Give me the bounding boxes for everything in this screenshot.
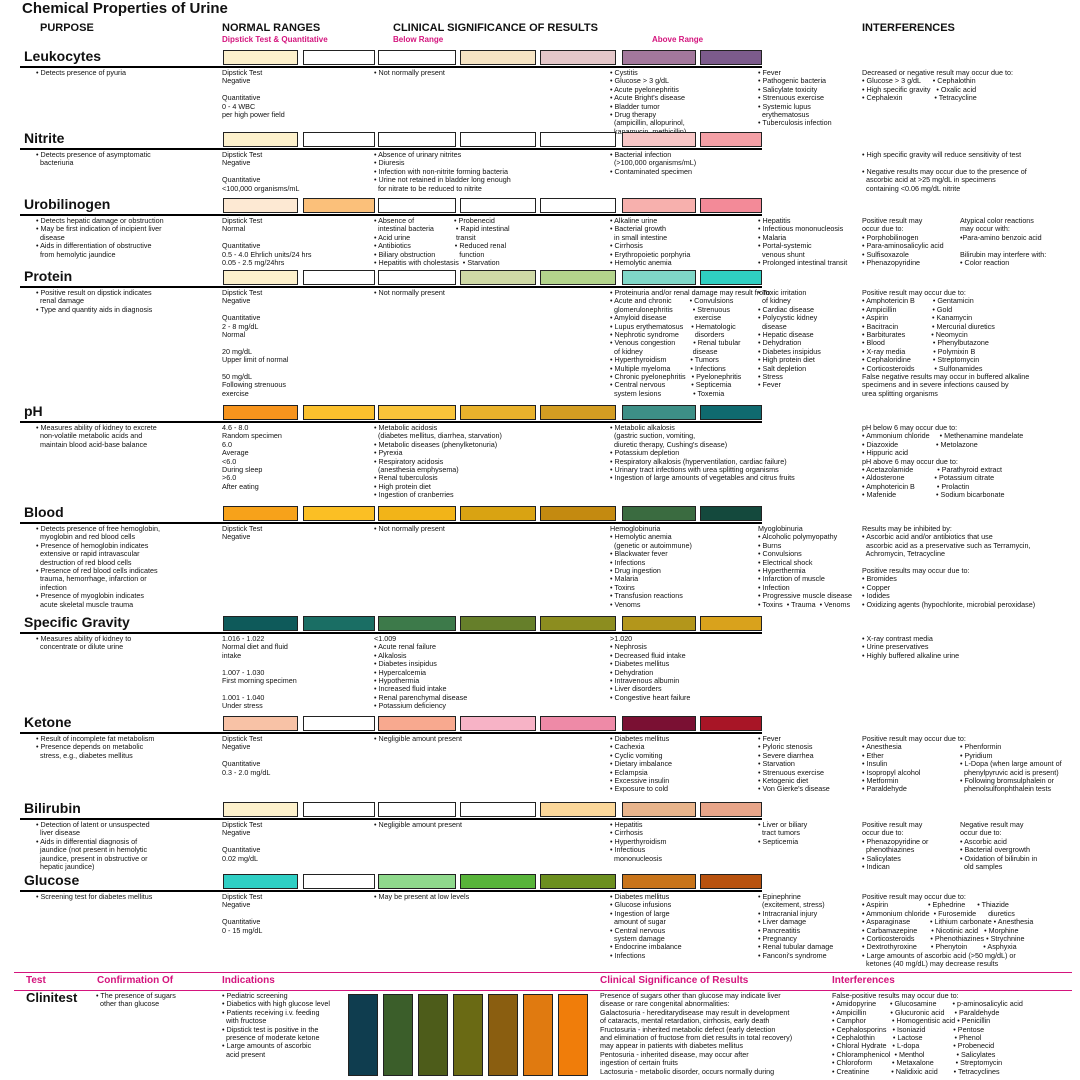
color-swatches [20,800,762,818]
above-range-text: • Alkaline urine • Bacterial growth in small intestine • Cirrhosis • Erythropoietic porphyria • Hemolytic anemia [610,216,691,268]
above-range-label: Above Range [652,35,704,44]
above-range-text: • Metabolic alkalosis (gastric suction, vomiting, diuretic therapy, Cushing's disease) • Potassium depletion • Respiratory alkalosis (hyperventilation, cardiac failure) • Urinary tract infections with urea splitting organisms • Ingestion of large amounts of vegetables and citrus fruits [610,423,795,483]
clinitest-test-header: Test [26,975,46,986]
section-name: Blood [24,504,64,520]
clinitest-confirmation-header: Confirmation Of [97,975,174,986]
section-name: Protein [24,268,73,284]
color-swatch [223,616,298,631]
interferences-text: Decreased or negative result may occur due to: • Glucose > 3 g/dL • Cephalothin • High specific gravity • Oxalic acid • Cephalexin • Tetracycline [862,68,1014,103]
normal-ranges-text: Dipstick Test Negative Quantitative <100,000 organisms/mL [222,150,300,193]
color-swatch [622,716,696,731]
color-swatch [540,50,616,65]
color-swatch [540,874,616,889]
color-swatch [223,506,298,521]
color-swatch [460,802,536,817]
color-swatch [700,198,762,213]
section-name: Ketone [24,714,72,730]
color-swatch [223,270,298,285]
color-swatch [460,50,536,65]
interferences-text: • X-ray contrast media • Urine preservatives • Highly buffered alkaline urine [862,634,960,660]
above-range-text: • Diabetes mellitus • Cachexia • Cyclic vomiting • Dietary imbalance • Eclampsia • Excessive insulin • Exposure to cold [610,734,673,794]
color-swatch [700,270,762,285]
above-range-text-2: Myoglobinuria • Alcoholic polymyopathy • Burns • Convulsions • Electrical shock • Hyperthermia • Infarction of muscle • Infection • Progressive muscle disease • Toxins • Trauma • Venoms [758,524,852,609]
clinitest-indications: • Pediatric screening • Diabetics with high glucose level • Patients receiving i.v. feeding with fructose • Dipstick test is positive in the presence of moderate ketone • Large amounts of ascorbic acid present [222,991,330,1059]
color-swatch [540,716,616,731]
clinitest-name: Clinitest [26,990,78,1005]
color-swatch [540,198,616,213]
color-swatch [223,405,298,420]
color-swatch [223,50,298,65]
color-swatches [20,48,762,66]
clinical-significance-header: CLINICAL SIGNIFICANCE OF RESULTS [393,22,598,34]
section-name: Leukocytes [24,48,102,64]
interferences-text-2: Negative result may occur due to: • Ascorbic acid • Bacterial overgrowth • Oxidation of bilirubin in old samples [960,820,1038,872]
color-swatch [460,616,536,631]
above-range-text-2: • Hepatitis • Infectious mononucleosis • Malaria • Portal-systemic venous shunt • Prolonged intestinal transit [758,216,848,268]
above-range-text: • Bacterial infection (>100,000 organisms/mL) • Contaminated specimen [610,150,697,176]
purpose-header: PURPOSE [40,22,94,34]
section-name: Nitrite [24,130,65,146]
color-swatches [20,714,762,732]
purpose-text: • Detects presence of asymptomatic bacteriuria [36,150,151,168]
color-swatch [622,616,696,631]
section-name: Urobilinogen [24,196,111,212]
color-swatch [622,506,696,521]
below-range-text: • Not normally present [374,288,445,297]
color-swatches [20,268,762,286]
purpose-text: • Screening test for diabetes mellitus [36,892,153,901]
color-swatch [378,874,456,889]
color-swatch [378,616,456,631]
clinitest-clinical: Presence of sugars other than glucose may indicate liver disease or rare congenital abnormalities: Galactosuria - hereditarydisease may result in development of cataracts, mental retardation, cirrhosis, early death Fructosuria - inherited metabolic defect (early detection and elimination of fructose from diet results in total recovery) may appear in patients with diabetes mellitus Pentosuria - inherited disease, may occur after ingestion of certain fruits Lactosuria - metabolic disorder, occurs normally during [600,991,793,1076]
interferences-text: Positive result may occur due to: • Anesthesia • Ether • Insulin • Isopropyl alcohol • Metformin • Paraldehyde [862,734,966,794]
clinitest-indications-header: Indications [222,975,275,986]
clinitest-color-swatch [453,994,483,1076]
interferences-text: Positive result may occur due to: • Phenazopyridine or phenothiazines • Salicylates • Indican [862,820,929,872]
purpose-text: • Result of incomplete fat metabolism • Presence depends on metabolic stress, e.g., diabetes mellitus [36,734,155,760]
color-swatch [223,198,298,213]
color-swatch [622,874,696,889]
color-swatch [460,270,536,285]
interferences-text: • High specific gravity will reduce sensitivity of test • Negative results may occur due to the presence of ascorbic acid at >25 mg/dL in specimens containing <0.06 mg/dL nitrite [862,150,1027,193]
clinitest-color-swatch [523,994,553,1076]
interferences-text: Positive result may occur due to: • Porphobilinogen • Para-aminosalicylic acid • Sulfisoxazole • Phenazopyridine [862,216,944,268]
interferences-text: Positive result may occur due to: • Amphotericin B • Gentamicin • Ampicillin • Gold • Aspirin • Kanamycin • Bacitracin • Mercurial diuretics • Barbiturates • Neomycin • Blood • Phenylbutazone • X-ray media • Polymixin B • Cephaloridine • Streptomycin • Corticosteroids • Sulfonamides False negative results may occur in buffered alkaline specimens and in severe infections caused by urea splitting organisms [862,288,1030,398]
below-range-text: <1.009 • Acute renal failure • Alkalosis • Diabetes insipidus • Hypercalcemia • Hypothermia • Increased fluid intake • Renal parenchymal disease • Potassium deficiency [374,634,468,711]
color-swatches [20,196,762,214]
section-name: Specific Gravity [24,614,130,630]
normal-ranges-text: Dipstick Test Negative Quantitative 0 - 15 mg/dL [222,892,263,935]
color-swatches [20,614,762,632]
color-swatch [378,50,456,65]
normal-ranges-text: Dipstick Test Negative Quantitative 0 - 4 WBC per high power field [222,68,285,120]
normal-ranges-text: 4.6 - 8.0 Random specimen 6.0 Average <6.0 During sleep >6.0 After eating [222,423,282,491]
above-range-text-2: • Fever • Pathogenic bacteria • Salicylate toxicity • Strenuous exercise • Systemic lupus erythematosus • Tuberculosis infection [758,68,832,128]
color-swatch [540,802,616,817]
below-range-text: • Not normally present [374,524,445,533]
normal-ranges-text: Dipstick Test Negative Quantitative 0.02 mg/dL [222,820,263,863]
interferences-header: INTERFERENCES [862,22,955,34]
color-swatch [303,716,375,731]
color-swatch [303,405,375,420]
color-swatch [700,506,762,521]
normal-ranges-text: Dipstick Test Normal Quantitative 0.5 - 4.0 Ehrlich units/24 hrs 0.05 - 2.5 mg/24hrs [222,216,312,268]
color-swatch [378,802,456,817]
above-range-text: • Hepatitis • Cirrhosis • Hyperthyroidism • Infectious mononucleosis [610,820,667,863]
interferences-text-2: Atypical color reactions may occur with: •Para-amino benzoic acid Bilirubin may interfere with: • Color reaction [960,216,1047,268]
color-swatches [20,130,762,148]
color-swatch [622,802,696,817]
section-name: Bilirubin [24,800,81,816]
color-swatch [700,405,762,420]
color-swatch [540,506,616,521]
color-swatch [223,716,298,731]
interferences-text: Results may be inhibited by: • Ascorbic acid and/or antibiotics that use ascorbic acid as a preservative such as Terramycin, Achromycin, Tetracycline Positive results may occur due to: • Bromides • Copper • Iodides • Oxidizing agents (hypochlorite, microbial peroxidase) [862,524,1036,609]
normal-ranges-text: 1.016 - 1.022 Normal diet and fluid intake 1.007 - 1.030 First morning specimen 1.001 - 1.040 Under stress [222,634,297,711]
color-swatches [20,504,762,522]
color-swatch [303,802,375,817]
section-name: Glucose [24,872,80,888]
clinitest-interferences-header: Interferences [832,975,895,986]
color-swatch [223,132,298,147]
above-range-text-2: • Toxic irritation of kidney • Cardiac disease • Polycystic kidney disease • Hepatic disease • Dehydration • Diabetes insipidus • High protein diet • Salt depletion • Stress • Fever [758,288,821,390]
below-range-label: Below Range [393,35,444,44]
normal-ranges-text: Dipstick Test Negative [222,524,263,542]
purpose-text: • Detection of latent or unsuspected liver disease • Aids in differential diagnosis of jaundice (not present in hemolytic jaundice, present in obstructive or hepatic jaundice) [36,820,150,872]
color-swatch [460,716,536,731]
color-swatches [20,403,762,421]
clinitest-clinical-header: Clinical Significance of Results [600,975,749,986]
purpose-text: • Detects presence of pyuria [36,68,127,77]
color-swatch [460,874,536,889]
normal-ranges-text: Dipstick Test Negative Quantitative 0.3 - 2.0 mg/dL [222,734,271,777]
color-swatch [303,616,375,631]
color-swatch [540,405,616,420]
above-range-text: Hemoglobinuria • Hemolytic anemia (genetic or autoimmune) • Blackwater fever • Infections • Drug ingestion • Malaria • Toxins • Transfusion reactions • Venoms [610,524,692,609]
color-swatch [700,616,762,631]
color-swatch [540,132,616,147]
above-range-text-2: • Epinephrine (excitement, stress) • Intracranial injury • Liver damage • Pancreatitis • Pregnancy • Renal tubular damage • Fanconi's syndrome [758,892,834,960]
normal-ranges-subheader: Dipstick Test & Quantitative [222,35,328,44]
color-swatch [378,405,456,420]
color-swatch [303,132,375,147]
color-swatch [303,50,375,65]
color-swatch [303,198,375,213]
below-range-text: • May be present at low levels [374,892,470,901]
above-range-text-2: • Liver or biliary tract tumors • Septicemia [758,820,808,846]
section-name: pH [24,403,43,419]
interferences-text: Positive result may occur due to: • Aspirin • Ephedrine • Thiazide • Ammonium chloride • Furosemide diuretics • Asparaginase • Lithium carbonate • Anesthesia • Carbamazepine • Nicotinic acid • Morphine • Corticosteroids • Phenothiazines • Strychnine • Dextrothyroxine • Phenytoin • Asphyxia • Large amounts of ascorbic acid (>50 mg/dL) or ketones (40 mg/dL) may decrease results [862,892,1034,969]
color-swatch [303,506,375,521]
above-range-text: • Proteinuria and/or renal damage may result from: • Acute and chronic • Convulsions glomerulonephritis • Strenuous • Amyloid disease exercise • Lupus erythematosus • Hematologic • Nephrotic syndrome disorders • Venous congestion • Renal tubular of kidney disease • Hyperthyroidism • Tumors • Multiple myeloma • Infections • Chronic pyelonephritis • Pyelonephritis • Central nervous • Septicemia system lesions • Toxemia [610,288,772,398]
color-swatch [622,405,696,420]
color-swatch [700,716,762,731]
color-swatch [460,132,536,147]
color-swatch [700,132,762,147]
color-swatch [540,616,616,631]
color-swatch [622,270,696,285]
color-swatch [223,874,298,889]
below-range-text: • Negligible amount present [374,734,463,743]
color-swatch [540,270,616,285]
below-range-text: • Absence of • Probenecid intestinal bacteria • Rapid intestinal • Acid urine transit • Antibiotics • Reduced renal • Biliary obstruction function • Hepatitis with cholestasis • Starvation [374,216,510,268]
color-swatch [700,802,762,817]
below-range-text: • Not normally present [374,68,445,77]
clinitest-interferences: False-positive results may occur due to: • Amidopyrine • Glucosamine • p-aminosalicylic acid • Ampicillin • Glucuronic acid • Paraldehyde • Camphor • Homogentisic acid • Penicillin • Cephalosporins • Isoniazid • Pentose • Cephalothin • Lactose • Phenol • Chloral Hydrate • L-dopa • Probenecid • Chloramphenicol • Menthol • Salicylates • Chloroform • Metaxalone • Streptomycin • Creatinine • Nalidixic acid • Tetracyclines [832,991,1023,1076]
color-swatch [378,270,456,285]
clinitest-color-swatch [418,994,448,1076]
purpose-text: • Detects presence of free hemoglobin, myoglobin and red blood cells • Presence of hemoglobin indicates extensive or rapid intravascular destruction of red blood cells • Presence of red blood cells indicates trauma, hemorrhage, infarction or infection • Presence of myoglobin indicates acute skeletal muscle trauma [36,524,160,609]
color-swatch [700,50,762,65]
clinitest-confirmation: • The presence of sugars other than glucose [96,991,176,1009]
purpose-text: • Detects hepatic damage or obstruction • May be first indication of incipient liver disease • Aids in differentiation of obstructive from hemolytic jaundice [36,216,164,259]
color-swatch [460,506,536,521]
color-swatches [20,872,762,890]
normal-ranges-text: Dipstick Test Negative Quantitative 2 - 8 mg/dL Normal 20 mg/dL Upper limit of normal 50 mg/dL Following strenuous exercise [222,288,289,398]
below-range-text: • Metabolic acidosis (diabetes mellitus, diarrhea, starvation) • Metabolic diseases (phenylketonuria) • Pyrexia • Respiratory acidosis (anesthesia emphysema) • Renal tuberculosis • High protein diet • Ingestion of cranberries [374,423,502,500]
purpose-text: • Measures ability of kidney to excrete non-volatile metabolic acids and maintain blood acid-base balance [36,423,157,449]
color-swatch [303,874,375,889]
color-swatch [378,132,456,147]
below-range-text: • Negligible amount present [374,820,463,829]
normal-ranges-header: NORMAL RANGES [222,22,321,34]
above-range-text: >1.020 • Nephrosis • Decreased fluid intake • Diabetes mellitus • Dehydration • Intravenous albumin • Liver disorders • Congestive heart failure [610,634,691,702]
below-range-text: • Absence of urinary nitrites • Diuresis • Infection with non-nitrite forming bacteria • Urine not retained in bladder long enough for nitrate to be reduced to nitrite [374,150,511,193]
interferences-text-2: • Phenformin • Pyridium • L-Dopa (when large amount of phenylpyruvic acid is present) • Following bromsulphalein or phenolsulfonphthalein tests [960,742,1062,794]
color-swatch [622,50,696,65]
above-range-text: • Diabetes mellitus • Glucose infusions • Ingestion of large amount of sugar • Central nervous system damage • Endocrine imbalance • Infections [610,892,682,960]
clinitest-color-swatch [488,994,518,1076]
interferences-text: pH below 6 may occur due to: • Ammonium chloride • Methenamine mandelate • Diazoxide • Metolazone • Hippuric acid pH above 6 may occur due to: • Acetazolamide • Parathyroid extract • Aldosterone • Potassium citrate • Amphotericin B • Prolactin • Mafenide • Sodium bicarbonate [862,423,1024,500]
clinitest-color-swatch [558,994,588,1076]
color-swatch [622,198,696,213]
purpose-text: • Measures ability of kidney to concentrate or dilute urine [36,634,132,652]
clinitest-color-swatch [383,994,413,1076]
clinitest-color-swatch [348,994,378,1076]
color-swatch [378,716,456,731]
color-swatch [378,198,456,213]
color-swatch [622,132,696,147]
color-swatch [700,874,762,889]
color-swatch [303,270,375,285]
above-range-text-2: • Fever • Pyloric stenosis • Severe diarrhea • Starvation • Strenuous exercise • Ketogenic diet • Von Gierke's disease [758,734,830,794]
above-range-text: • Cystitis • Glucose > 3 g/dL • Acute pyelonephritis • Acute Bright's disease • Bladder tumor • Drug therapy (ampicillin, allopurinol, [610,68,686,128]
page-title: Chemical Properties of Urine [22,0,228,17]
color-swatch [460,405,536,420]
color-swatch [223,802,298,817]
color-swatch [378,506,456,521]
purpose-text: • Positive result on dipstick indicates renal damage • Type and quantity aids in diagnosis [36,288,153,314]
color-swatch [460,198,536,213]
